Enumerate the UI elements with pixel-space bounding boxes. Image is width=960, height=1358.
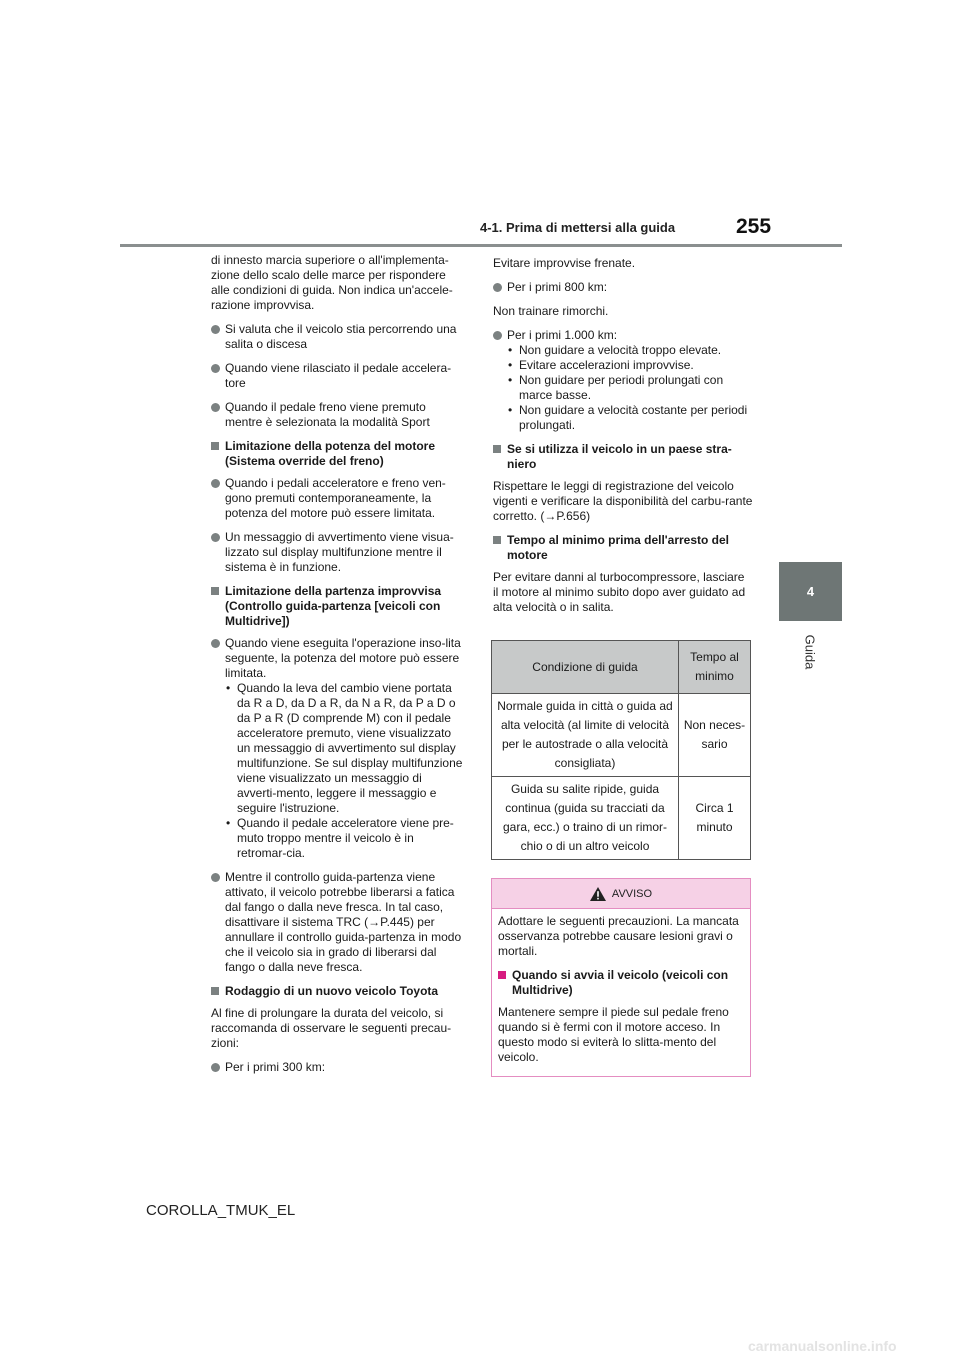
warning-heading: Quando si avvia il veicolo (veicoli con Multidrive) [498, 968, 744, 998]
table-header-row [492, 641, 751, 694]
bullet-item: Un messaggio di avvertimento viene visua-lizzato sul display multifunzione mentre il sistema è in funzione. [211, 530, 463, 575]
bullet-item: Mentre il controllo guida-partenza viene attivato, il veicolo potrebbe liberarsi a fatica dal fango o dalla neve fresca. In tal caso, disattivare il sistema TRC (→P.445) per annullare il controllo guida-partenza in modo che il veicolo sia in grado di liberarsi dal fango o dalla neve fresca. [211, 870, 463, 975]
table-row [492, 694, 751, 777]
section-title: 4-1. Prima di mettersi alla guida [480, 220, 676, 235]
chapter-number: 4 [806, 584, 815, 599]
sub-list-item: • Non guidare a velocità costante per periodi prolungati. [507, 403, 753, 433]
table-cell: Non neces-sario [679, 694, 751, 777]
paragraph: Al fine di prolungare la durata del veicolo, si raccomanda di osservare le seguenti precau-zioni: [211, 1006, 452, 1050]
header-rule [120, 244, 842, 247]
warning-box [491, 878, 751, 1077]
sub-list-item: • Quando il pedale acceleratore viene pre-muto troppo mentre il veicolo è in retromar-cia. [225, 816, 463, 861]
watermark-site: carmanualsonline.info [748, 1338, 897, 1354]
bullet-item: Per i primi 800 km: [493, 280, 753, 295]
intro-paragraph: di innesto marcia superiore o all'implementa-zione dello scalo delle marce per rispondere alle condizioni di guida. Non indica un'accele-razione improvvisa. [211, 253, 453, 312]
idle-time-table [491, 640, 751, 860]
section-heading: Limitazione della partenza improvvisa (Controllo guida-partenza [veicoli con Multidrive]) [211, 584, 463, 629]
right-column [493, 256, 753, 624]
sub-list-item: • Non guidare a velocità troppo elevate. [507, 343, 753, 358]
document-code: COROLLA_TMUK_EL [146, 1202, 296, 1219]
table-header: Tempo al minimo [679, 641, 751, 694]
sub-list [507, 343, 753, 433]
warning-text: Mantenere sempre il piede sul pedale freno quando si è fermi con il motore acceso. In questo modo si eviterà lo slitta-mento del veicolo. [498, 1005, 729, 1064]
table-header: Condizione di guida [492, 641, 679, 694]
sub-list-item: • Non guidare per periodi prolungati con marce basse. [507, 373, 753, 403]
bullet-item: Per i primi 300 km: [211, 1060, 463, 1075]
paragraph: Evitare improvvise frenate. [493, 256, 636, 270]
page-number: 255 [736, 215, 772, 238]
chapter-tab[interactable] [779, 562, 842, 621]
section-heading: Tempo al minimo prima dell'arresto del motore [493, 533, 753, 563]
warning-header [492, 879, 750, 909]
bullet-item: Si valuta che il veicolo stia percorrendo una salita o discesa [211, 322, 463, 352]
bullet-item [211, 636, 463, 861]
table-cell: Circa 1 minuto [679, 777, 751, 860]
chapter-label-text: Guida [802, 634, 818, 670]
bullet-item: Quando i pedali acceleratore e freno ven-gono premuti contemporaneamente, la potenza del motore può essere limitata. [211, 476, 463, 521]
table-row [492, 777, 751, 860]
table-cell: Normale guida in città o guida ad alta velocità (al limite di velocità per le autostrade o alla velocità consigliata) [492, 694, 679, 777]
bullet-item: Quando il pedale freno viene premuto mentre è selezionata la modalità Sport [211, 400, 463, 430]
paragraph: Rispettare le leggi di registrazione del veicolo vigenti e verificare la disponibilità del carbu-rante corretto. (→P.656) [493, 479, 753, 523]
warning-body [492, 909, 750, 1065]
bullet-item: Quando viene rilasciato il pedale accelera-tore [211, 361, 463, 391]
warning-triangle-icon [590, 887, 606, 901]
warning-title: AVVISO [611, 887, 653, 900]
bullet-item [493, 328, 753, 433]
bullet-text: Per i primi 1.000 km: [507, 328, 618, 342]
section-heading: Rodaggio di un nuovo veicolo Toyota [211, 984, 463, 999]
bullet-text: Quando viene eseguita l'operazione inso-lita seguente, la potenza del motore può essere limitata. [225, 636, 461, 680]
paragraph: Per evitare danni al turbocompressore, lasciare il motore al minimo subito dopo aver guidato ad alta velocità o in salita. [493, 570, 746, 614]
paragraph: Non trainare rimorchi. [493, 304, 609, 318]
sub-list-item: • Quando la leva del cambio viene portata da R a D, da D a R, da N a R, da P a D o da P a R (D comprende M) con il pedale acceleratore premuto, viene visualizzato un messaggio di avvertimento sul display multifunzione. Se sul display multifunzione viene visualizzato un messaggio di avverti-mento, leggere il messaggio e seguire l'istruzione. [225, 681, 463, 816]
warning-intro: Adottare le seguenti precauzioni. La mancata osservanza potrebbe causare lesioni gravi o mortali. [498, 914, 739, 958]
sub-list-item: • Evitare accelerazioni improvvise. [507, 358, 753, 373]
table-cell: Guida su salite ripide, guida continua (guida su tracciati da gara, ecc.) o traino di un rimor-chio o di un altro veicolo [492, 777, 679, 860]
section-heading: Limitazione della potenza del motore (Sistema override del freno) [211, 439, 463, 469]
left-column [211, 253, 463, 1084]
section-heading: Se si utilizza il veicolo in un paese stra-niero [493, 442, 753, 472]
chapter-label [782, 632, 838, 672]
sub-list [225, 681, 463, 861]
